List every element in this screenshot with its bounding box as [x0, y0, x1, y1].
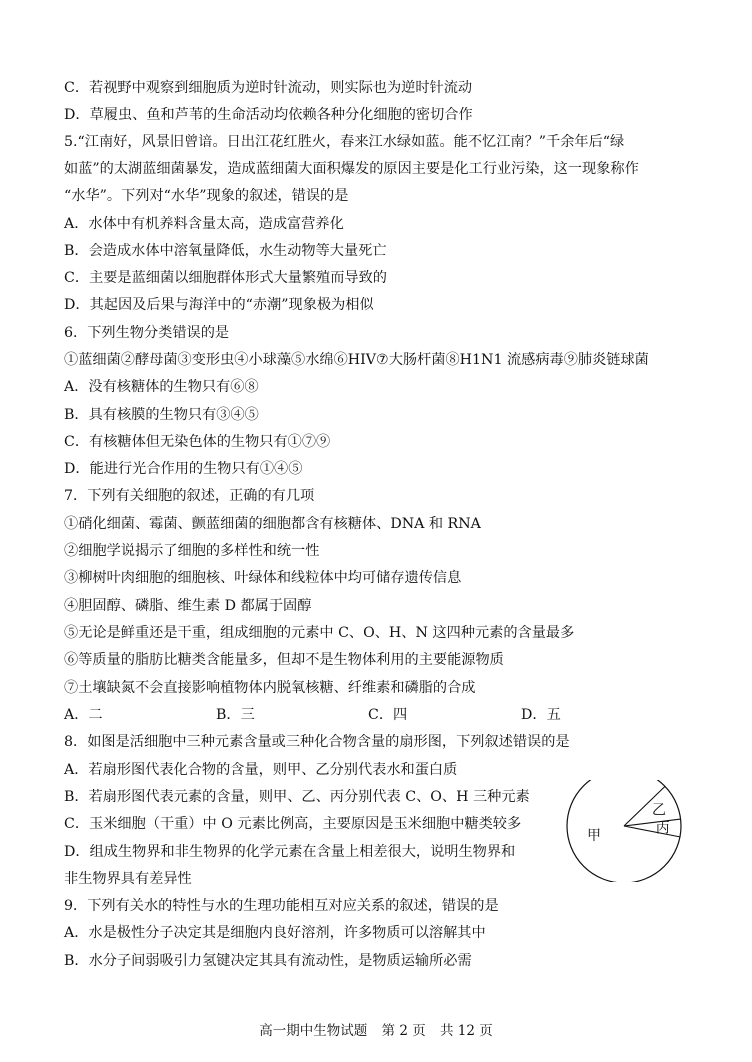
q4-option-d: D．草履虫、鱼和芦苇的生命活动均依赖各种分化细胞的密切合作 — [64, 107, 473, 123]
q4-option-c: C．若视野中观察到细胞质为逆时针流动，则实际也为逆时针流动 — [64, 80, 473, 96]
q7-stem: 7．下列有关细胞的叙述，正确的有几项 — [64, 488, 315, 504]
pie-slice-label: 甲 — [586, 827, 601, 844]
q6-option-c: C．有核糖体但无染色体的生物只有①⑦⑨ — [64, 434, 331, 450]
pie-slice-boundary — [624, 826, 680, 837]
q9-stem: 9．下列有关水的特性与水的生理功能相互对应关系的叙述，错误的是 — [64, 898, 499, 914]
pie-slice-label: 乙 — [651, 802, 666, 819]
pie-chart — [562, 780, 688, 882]
footer-page-number: 第 2 页 — [381, 1023, 426, 1039]
q7-statement-3: ③柳树叶肉细胞的细胞核、叶绿体和线粒体中均可储存遗传信息 — [64, 570, 462, 586]
footer-exam-title: 高一期中生物试题 — [259, 1023, 368, 1039]
q5-option-b: B．会造成水体中溶氧量降低，水生动物等大量死亡 — [64, 243, 387, 259]
q7-statement-7: ⑦土壤缺氮不会直接影响植物体内脱氧核糖、纤维素和磷脂的合成 — [64, 680, 476, 696]
q7-statement-5: ⑤无论是鲜重还是干重，组成细胞的元素中 C、O、H、N 这四种元素的含量最多 — [64, 625, 575, 641]
q6-organism-list: ①蓝细菌②酵母菌③变形虫④小球藻⑤水绵⑥HIV⑦大肠杆菌⑧H1N1 流感病毒⑨肺炎链球菌 — [64, 352, 649, 368]
pie-slice-label: 丙 — [655, 820, 670, 837]
q7-option-d: D．五 — [521, 707, 561, 723]
q6-option-d: D．能进行光合作用的生物只有①④⑤ — [64, 461, 303, 477]
q7-statement-1: ①硝化细菌、霉菌、颤蓝细菌的细胞都含有核糖体、DNA 和 RNA — [64, 516, 481, 532]
q5-option-a: A．水体中有机养料含量太高，造成富营养化 — [64, 216, 344, 232]
q5-stem-line-2: 如蓝”的太湖蓝细菌暴发，造成蓝细菌大面积爆发的原因主要是化工行业污染，这一现象称作 — [64, 161, 639, 177]
q8-option-b: B．若扇形图代表元素的含量，则甲、乙、丙分别代表 C、O、H 三种元素 — [64, 789, 530, 805]
q8-option-c: C．玉米细胞（干重）中 O 元素比例高，主要原因是玉米细胞中糖类较多 — [64, 816, 522, 832]
q8-option-d-line-2: 非生物界具有差异性 — [64, 871, 192, 887]
q9-option-a: A．水是极性分子决定其是细胞内良好溶剂，许多物质可以溶解其中 — [64, 925, 486, 941]
q6-option-a: A．没有核糖体的生物只有⑥⑧ — [64, 379, 259, 395]
footer-total-pages: 共 12 页 — [440, 1023, 493, 1039]
q8-option-d-line-1: D．组成生物界和非生物界的化学元素在含量上相差很大，说明生物界和 — [64, 844, 516, 860]
q7-statement-6: ⑥等质量的脂肪比糖类含能量多，但却不是生物体利用的主要能源物质 — [64, 652, 504, 668]
q6-option-b: B．具有核膜的生物只有③④⑤ — [64, 407, 259, 423]
q7-option-b: B．三 — [216, 707, 255, 723]
q5-stem-line-3: “水华”。下列对“水华”现象的叙述，错误的是 — [64, 188, 349, 204]
q6-stem: 6．下列生物分类错误的是 — [64, 325, 230, 341]
q9-option-b: B．水分子间弱吸引力氢键决定其具有流动性，是物质运输所必需 — [64, 953, 472, 969]
q7-option-a: A．二 — [64, 707, 103, 723]
q7-statement-2: ②细胞学说揭示了细胞的多样性和统一性 — [64, 543, 320, 559]
q7-option-c: C．四 — [368, 707, 408, 723]
q8-option-a: A．若扇形图代表化合物的含量，则甲、乙分别代表水和蛋白质 — [64, 762, 458, 778]
q5-option-c: C．主要是蓝细菌以细胞群体形式大量繁殖而导致的 — [64, 270, 387, 286]
page-footer — [0, 1021, 752, 1041]
q7-statement-4: ④胆固醇、磷脂、维生素 D 都属于固醇 — [64, 598, 312, 614]
q5-stem-line-1: 5.“江南好，风景旧曾谙。日出江花红胜火，春来江水绿如蓝。能不忆江南？”千余年后“绿 — [64, 134, 625, 150]
pie-slice-boundary — [624, 819, 681, 826]
q5-option-d: D．其起因及后果与海洋中的“赤潮”现象极为相似 — [64, 297, 374, 313]
q8-stem: 8．如图是活细胞中三种元素含量或三种化合物含量的扇形图，下列叙述错误的是 — [64, 734, 570, 750]
